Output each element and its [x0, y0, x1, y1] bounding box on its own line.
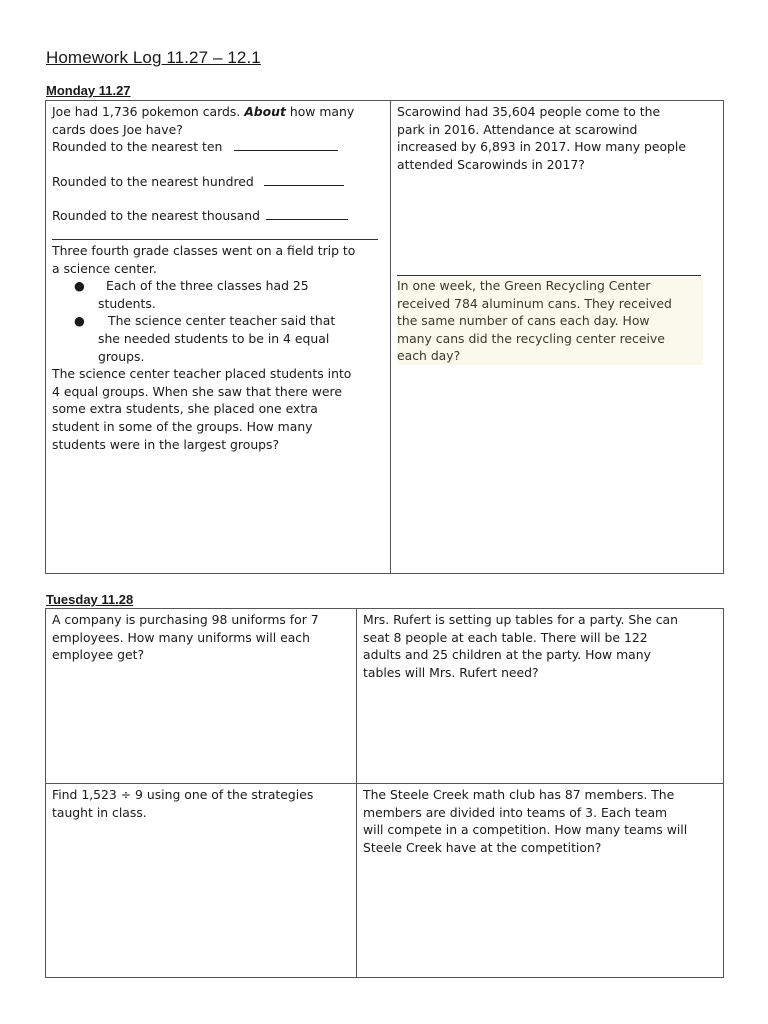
monday-table [45, 100, 724, 574]
joe-line-2: cards does Joe have? [52, 121, 183, 137]
page-title: Homework Log 11.27 – 12.1 [46, 48, 261, 67]
field-trip-intro-1: Three fourth grade classes went on a field trip to [52, 243, 356, 258]
joe-problem [52, 103, 386, 225]
recycling-problem: In one week, the Green Recycling Center received 784 aluminum cans. They received the same number of cans each day. How many cans did the recycling center receive each day? [397, 277, 703, 365]
answer-blank-hundred[interactable] [264, 175, 344, 186]
round-ten: Rounded to the nearest ten [52, 138, 386, 156]
bullet-item-2: ● The science center teacher said that she needed students to be in 4 equal groups. [74, 313, 336, 364]
bullet-dot-icon: ● [74, 313, 85, 329]
scarowind-separator [397, 275, 701, 276]
answer-blank-ten[interactable] [234, 140, 338, 151]
bullet-item-1: ● Each of the three classes had 25 students. [74, 278, 309, 311]
joe-separator [52, 239, 378, 240]
bullet-dot-icon: ● [74, 278, 85, 294]
field-trip-intro-2: a science center. [52, 260, 157, 276]
field-trip-bullets [52, 277, 386, 365]
field-trip-body-3: some extra students, she placed one extra [52, 401, 318, 417]
uniforms-problem: A company is purchasing 98 uniforms for 7 employees. How many uniforms will each employee get? [52, 612, 319, 663]
field-trip-body-2: 4 equal groups. When she saw that there were [52, 383, 342, 399]
joe-line-1: Joe had 1,736 pokemon cards. About how many [52, 104, 355, 119]
monday-heading: Monday 11.27 [46, 83, 131, 98]
monday-column-divider [390, 101, 391, 573]
field-trip-problem [52, 242, 386, 453]
field-trip-body-5: students were in the largest groups? [52, 436, 280, 452]
round-thousand: Rounded to the nearest thousand [52, 207, 386, 225]
tuesday-heading: Tuesday 11.28 [46, 592, 134, 607]
tuesday-table [45, 608, 724, 978]
division-problem: Find 1,523 ÷ 9 using one of the strategies taught in class. [52, 787, 314, 820]
tuesday-row-divider [46, 783, 723, 784]
party-tables-problem: Mrs. Rufert is setting up tables for a party. She can seat 8 people at each table. There will be 122 adults and 25 children at the party. How many tables will Mrs. Rufert need? [363, 612, 678, 680]
tuesday-column-divider [356, 609, 357, 977]
field-trip-body-4: student in some of the groups. How many [52, 418, 313, 434]
field-trip-body-1: The science center teacher placed students into [52, 366, 352, 382]
scarowind-problem: Scarowind had 35,604 people come to the park in 2016. Attendance at scarowind increased by 6,893 in 2017. How many people attended Scarowinds in 2017? [397, 104, 686, 172]
answer-blank-thousand[interactable] [266, 209, 348, 220]
round-hundred: Rounded to the nearest hundred [52, 173, 386, 191]
math-club-problem: The Steele Creek math club has 87 members. The members are divided into teams of 3. Each team will compete in a competition. How many teams will Steele Creek have at the competition? [363, 787, 688, 855]
